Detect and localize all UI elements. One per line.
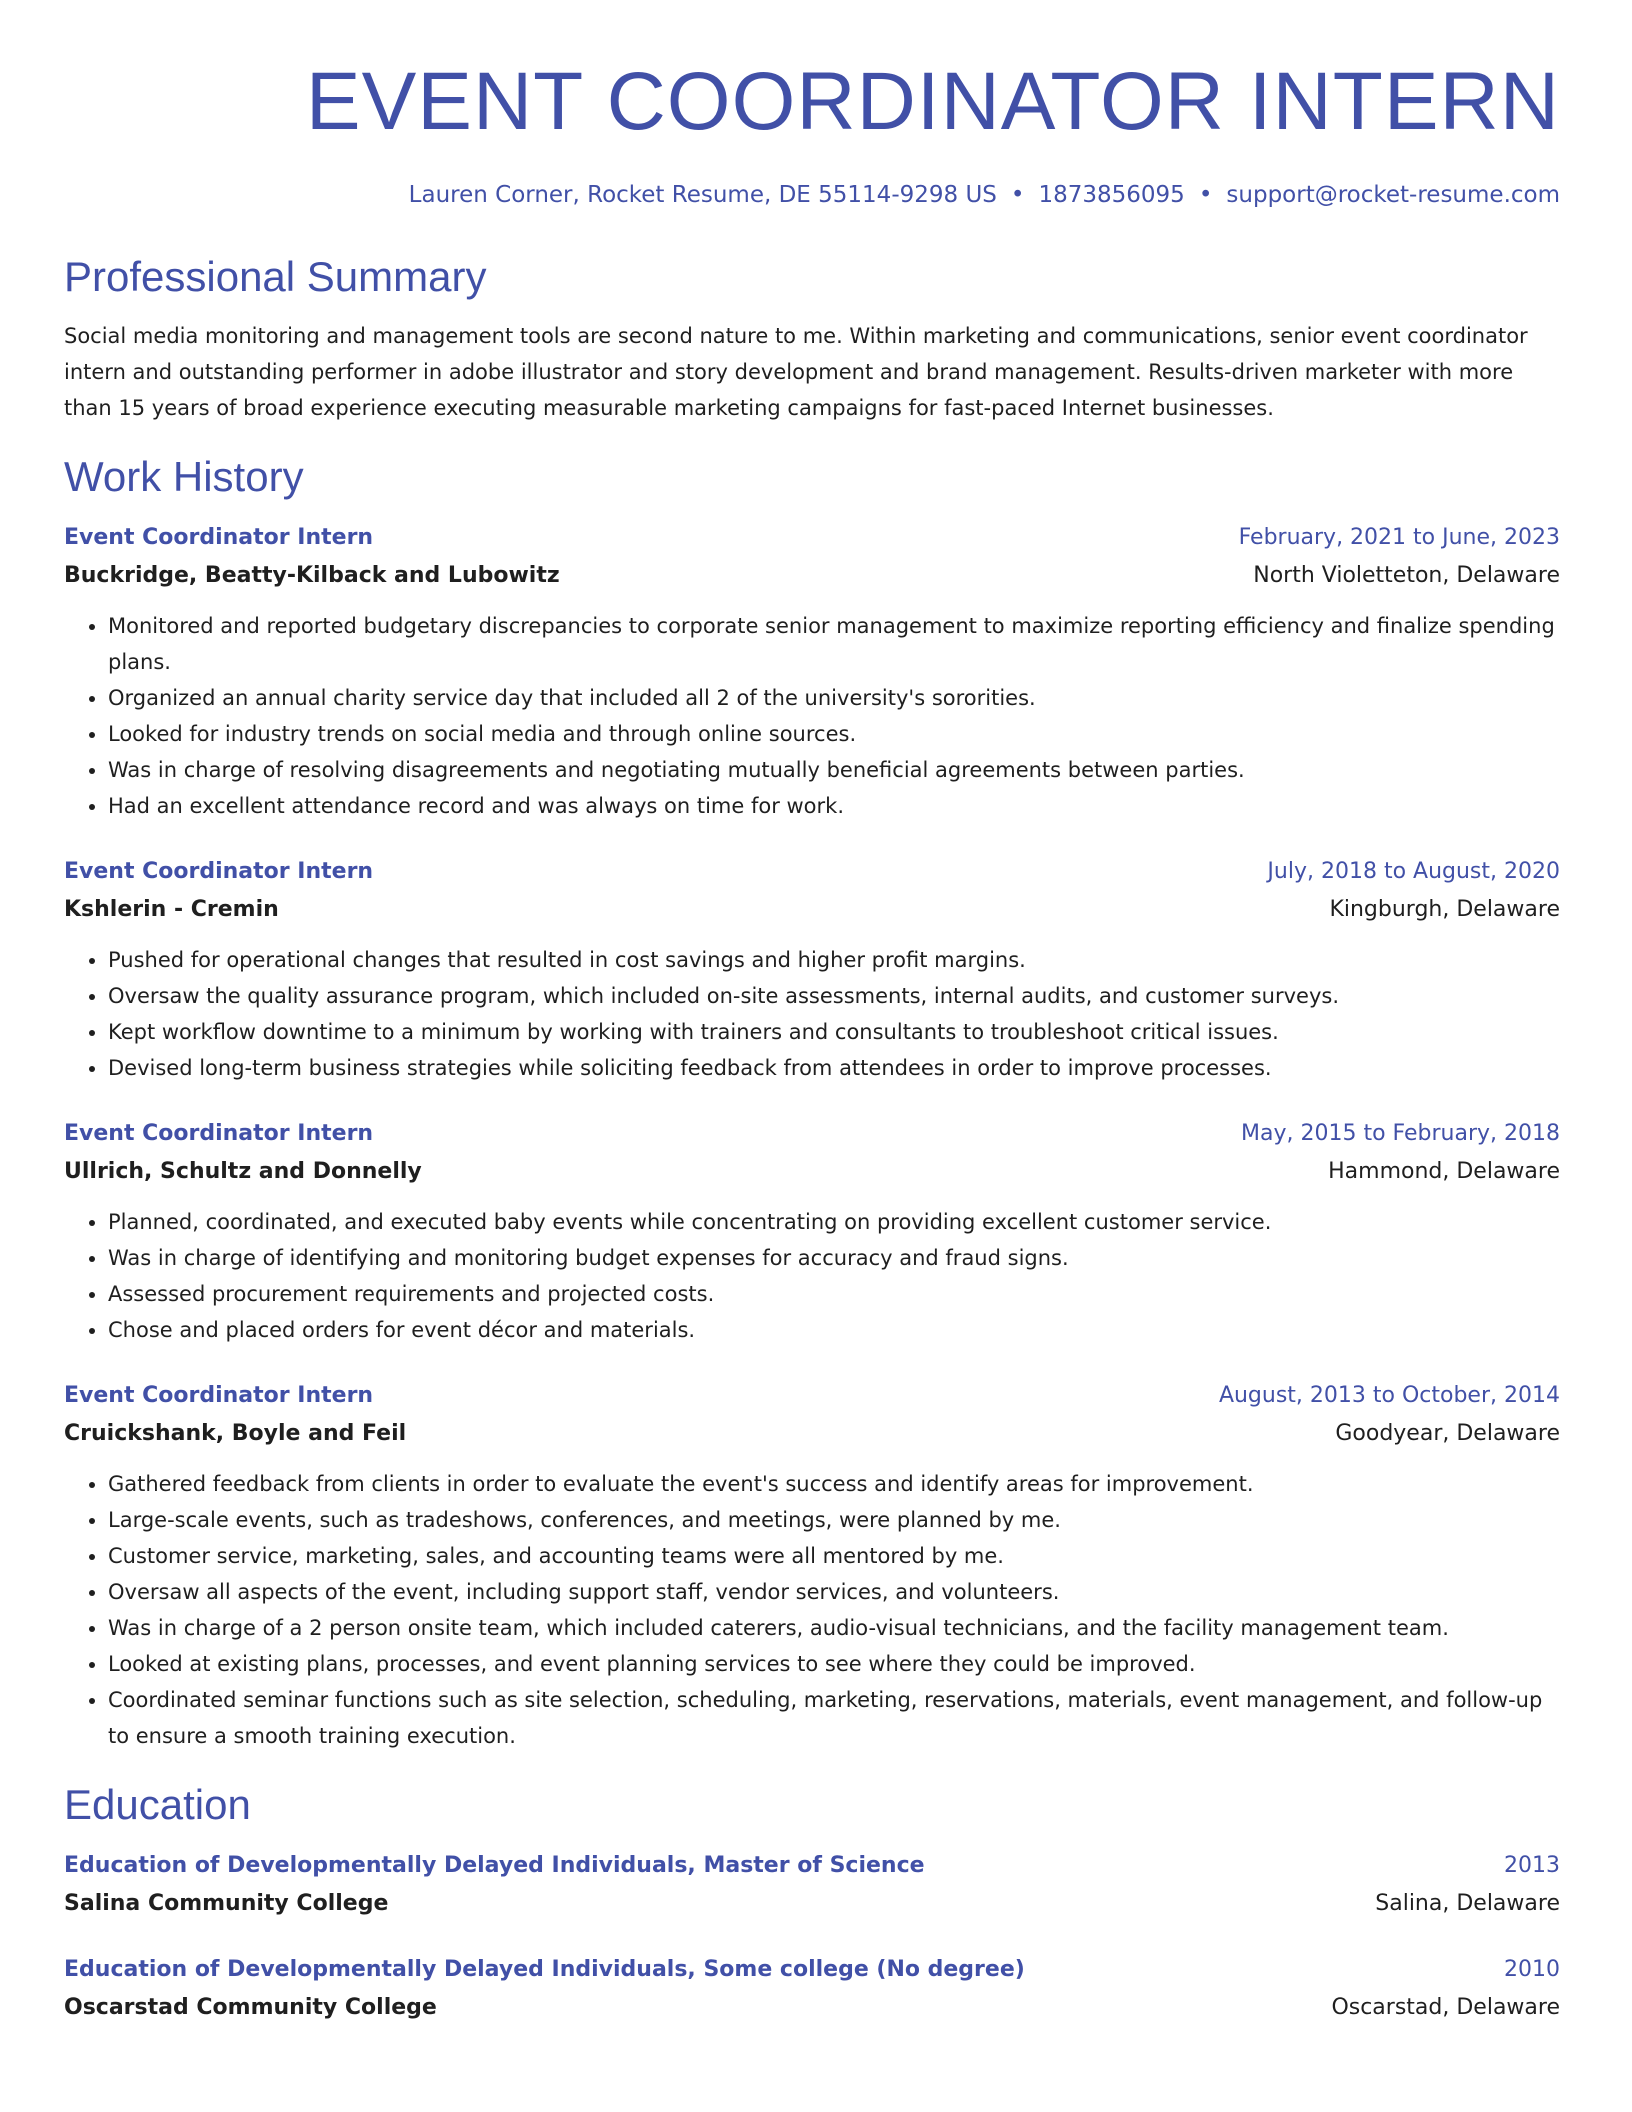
- education-heading: Education: [64, 1781, 251, 1828]
- job-entry: [64, 520, 1560, 824]
- job-bullet: • Looked for industry trends on social media and through online sources.: [108, 716, 1560, 752]
- job-bullet: • Devised long-term business strategies while soliciting feedback from attendees in order to improve processes.: [108, 1050, 1560, 1086]
- job-location: Kingburgh, Delaware: [1329, 897, 1560, 922]
- job-entry: [64, 1116, 1560, 1348]
- education-degree: Education of Developmentally Delayed Individuals, Master of Science: [64, 1853, 925, 1878]
- job-company: Kshlerin - Cremin: [64, 897, 279, 922]
- job-title: Event Coordinator Intern: [64, 859, 374, 884]
- job-dates: May, 2015 to February, 2018: [1241, 1121, 1560, 1146]
- job-bullet: • Customer service, marketing, sales, and accounting teams were all mentored by me.: [108, 1538, 1560, 1574]
- job-bullets: [64, 1466, 1560, 1754]
- resume-title: EVENT COORDINATOR INTERN: [305, 56, 1560, 147]
- education-location: Salina, Delaware: [1375, 1891, 1560, 1916]
- education-entry: [64, 1848, 1560, 1924]
- job-bullet: • Organized an annual charity service day that included all 2 of the university's sororities.: [108, 680, 1560, 716]
- job-dates: July, 2018 to August, 2020: [1267, 859, 1560, 884]
- education-degree: Education of Developmentally Delayed Individuals, Some college (No degree): [64, 1957, 1025, 1982]
- job-title: Event Coordinator Intern: [64, 1383, 374, 1408]
- contact-phone: 1873856095: [1038, 182, 1185, 208]
- summary-heading: Professional Summary: [64, 253, 487, 300]
- job-company: Ullrich, Schultz and Donnelly: [64, 1159, 422, 1184]
- job-dates: February, 2021 to June, 2023: [1238, 525, 1560, 550]
- job-bullet: • Planned, coordinated, and executed baby events while concentrating on providing excellent customer service.: [108, 1204, 1560, 1240]
- job-entry: [64, 854, 1560, 1086]
- contact-email: support@rocket-resume.com: [1226, 182, 1560, 208]
- education-location: Oscarstad, Delaware: [1331, 1995, 1560, 2020]
- job-bullet: • Large-scale events, such as tradeshows, conferences, and meetings, were planned by me.: [108, 1502, 1560, 1538]
- work-history-heading: Work History: [64, 453, 304, 500]
- job-bullet: • Looked at existing plans, processes, and event planning services to see where they could be improved.: [108, 1646, 1560, 1682]
- job-location: North Violetteton, Delaware: [1253, 563, 1560, 588]
- education-entry: [64, 1952, 1560, 2028]
- job-bullet: • Chose and placed orders for event décor and materials.: [108, 1312, 1560, 1348]
- contact-address: Lauren Corner, Rocket Resume, DE 55114-9298 US: [408, 182, 997, 208]
- job-bullet: • Assessed procurement requirements and projected costs.: [108, 1276, 1560, 1312]
- education-year: 2013: [1504, 1853, 1560, 1878]
- job-title: Event Coordinator Intern: [64, 525, 374, 550]
- job-company: Buckridge, Beatty-Kilback and Lubowitz: [64, 563, 560, 588]
- job-bullet: • Monitored and reported budgetary discrepancies to corporate senior management to maximize reporting efficiency and finalize spending plans.: [108, 608, 1560, 680]
- job-bullet: • Kept workflow downtime to a minimum by working with trainers and consultants to troubleshoot critical issues.: [108, 1014, 1560, 1050]
- job-bullets: [64, 1204, 1560, 1348]
- education-year: 2010: [1504, 1957, 1560, 1982]
- job-bullets: [64, 608, 1560, 824]
- education-school: Salina Community College: [64, 1891, 389, 1916]
- job-location: Hammond, Delaware: [1328, 1159, 1560, 1184]
- job-bullet: • Was in charge of resolving disagreements and negotiating mutually beneficial agreements between parties.: [108, 752, 1560, 788]
- job-title: Event Coordinator Intern: [64, 1121, 374, 1146]
- job-bullet: • Gathered feedback from clients in order to evaluate the event's success and identify areas for improvement.: [108, 1466, 1560, 1502]
- job-dates: August, 2013 to October, 2014: [1218, 1383, 1560, 1408]
- job-bullet: • Coordinated seminar functions such as site selection, scheduling, marketing, reservations, materials, event management, and follow-up to ensure a smooth training execution.: [108, 1682, 1560, 1754]
- contact-separator: •: [1198, 182, 1213, 208]
- education-school: Oscarstad Community College: [64, 1995, 437, 2020]
- job-bullet: • Pushed for operational changes that resulted in cost savings and higher profit margins.: [108, 942, 1560, 978]
- summary-text: Social media monitoring and management tools are second nature to me. Within marketing and communications, senior event coordinator intern and outstanding performer in adobe illustrator and story development and brand management. Results-driven marketer with more than 15 years of broad experience executing measurable marketing campaigns for fast-paced Internet businesses.: [64, 324, 1528, 420]
- contact-line: [64, 180, 1560, 210]
- job-company: Cruickshank, Boyle and Feil: [64, 1421, 407, 1446]
- contact-separator: •: [1010, 182, 1025, 208]
- job-location: Goodyear, Delaware: [1335, 1421, 1560, 1446]
- job-entry: [64, 1378, 1560, 1754]
- job-bullets: [64, 942, 1560, 1086]
- resume-page: [64, 52, 1560, 2028]
- job-bullet: • Was in charge of a 2 person onsite team, which included caterers, audio-visual technicians, and the facility management team.: [108, 1610, 1560, 1646]
- job-bullet: • Had an excellent attendance record and was always on time for work.: [108, 788, 1560, 824]
- job-bullet: • Oversaw the quality assurance program, which included on-site assessments, internal audits, and customer surveys.: [108, 978, 1560, 1014]
- job-bullet: • Oversaw all aspects of the event, including support staff, vendor services, and volunteers.: [108, 1574, 1560, 1610]
- job-bullet: • Was in charge of identifying and monitoring budget expenses for accuracy and fraud signs.: [108, 1240, 1560, 1276]
